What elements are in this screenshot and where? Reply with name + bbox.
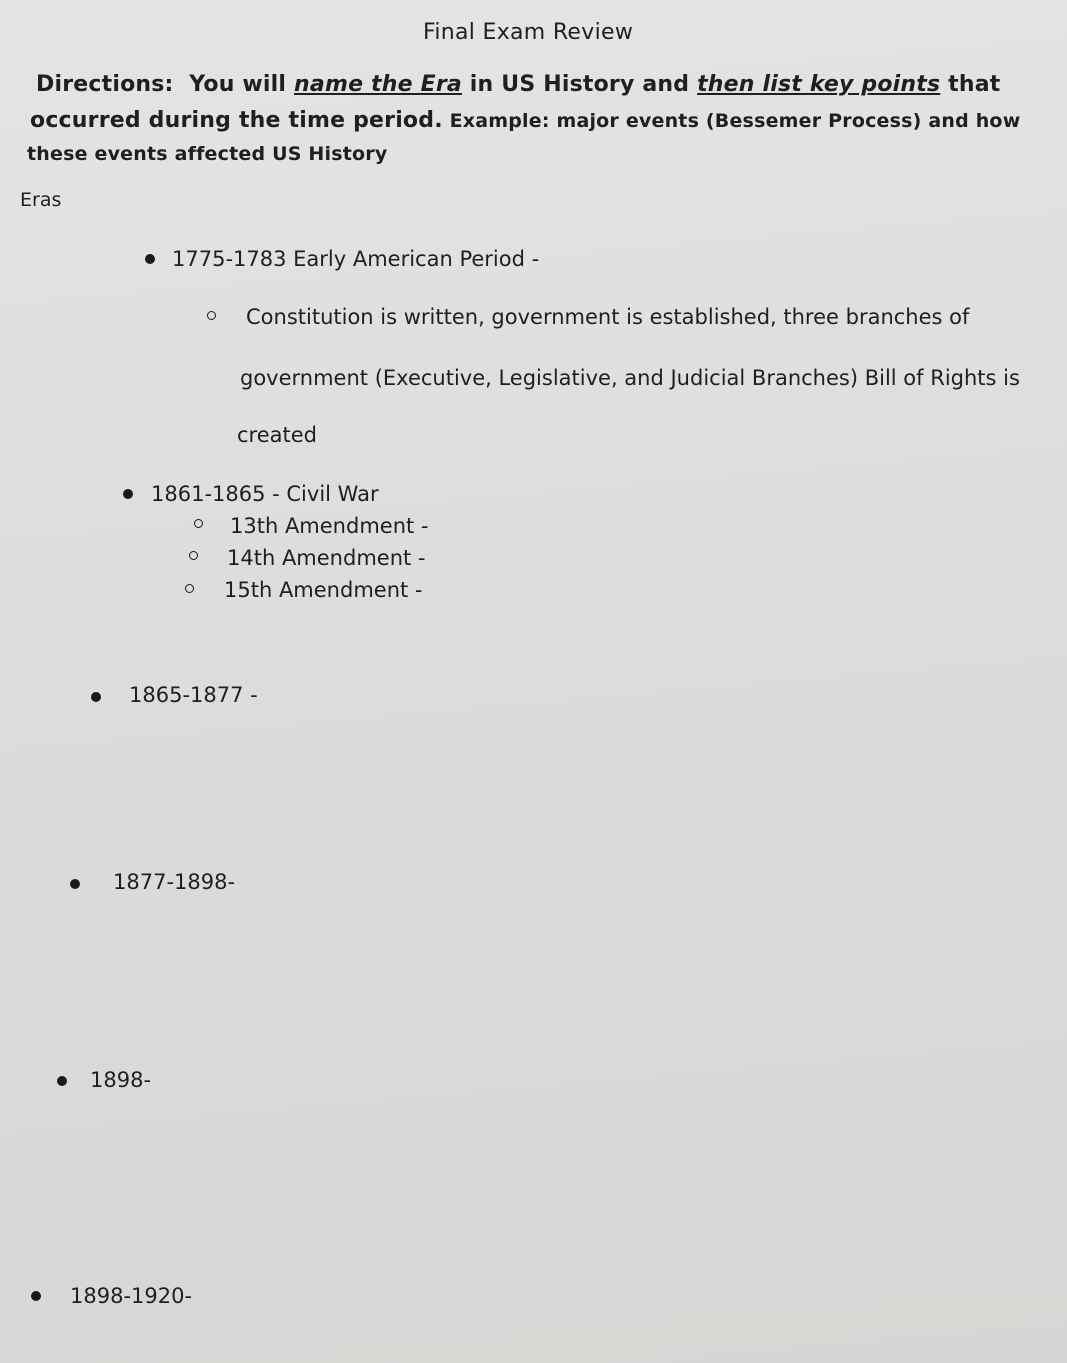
amendment-13: 13th Amendment - — [230, 514, 429, 538]
era-item-1861: 1861-1865 - Civil War — [151, 482, 379, 506]
directions-line-1 — [36, 72, 1001, 97]
eras-heading: Eras — [20, 189, 62, 211]
era-item-1877: 1877-1898- — [113, 870, 236, 894]
directions-line-2 — [30, 108, 1020, 133]
directions-label: Directions: — [36, 72, 174, 97]
era-item-1865: 1865-1877 - — [129, 683, 258, 707]
hollow-bullet-icon — [185, 584, 194, 593]
era-1775-point-line-2: government (Executive, Legislative, and Judicial Branches) Bill of Rights is — [240, 366, 1020, 390]
directions-text: Example: major events (Bessemer Process) and how — [442, 110, 1021, 132]
bullet-icon — [57, 1076, 67, 1086]
hollow-bullet-icon — [194, 519, 203, 528]
amendment-15: 15th Amendment - — [224, 578, 423, 602]
bullet-icon — [91, 692, 101, 702]
bullet-icon — [123, 489, 133, 499]
hollow-bullet-icon — [189, 551, 198, 560]
era-1775-point-line-3: created — [237, 423, 317, 447]
directions-text: occurred during the time period. — [30, 108, 443, 133]
bullet-icon — [70, 879, 80, 889]
directions-text: You will — [189, 72, 295, 97]
era-item-1775: 1775-1783 Early American Period - — [172, 247, 540, 271]
bullet-icon — [31, 1291, 41, 1301]
bullet-icon — [145, 254, 155, 264]
directions-emphasis-key-points: then list key points — [697, 72, 941, 97]
directions-emphasis-era: name the Era — [294, 72, 462, 97]
page-title: Final Exam Review — [423, 20, 634, 45]
directions-text: that — [940, 72, 1001, 97]
amendment-14: 14th Amendment - — [227, 546, 426, 570]
hollow-bullet-icon — [207, 311, 216, 320]
era-1775-point-line-1: Constitution is written, government is established, three branches of — [246, 305, 970, 329]
era-item-1898-1920: 1898-1920- — [70, 1284, 193, 1308]
directions-text: in US History and — [461, 72, 698, 97]
era-item-1898: 1898- — [90, 1068, 152, 1092]
directions-line-3: these events affected US History — [27, 143, 388, 165]
